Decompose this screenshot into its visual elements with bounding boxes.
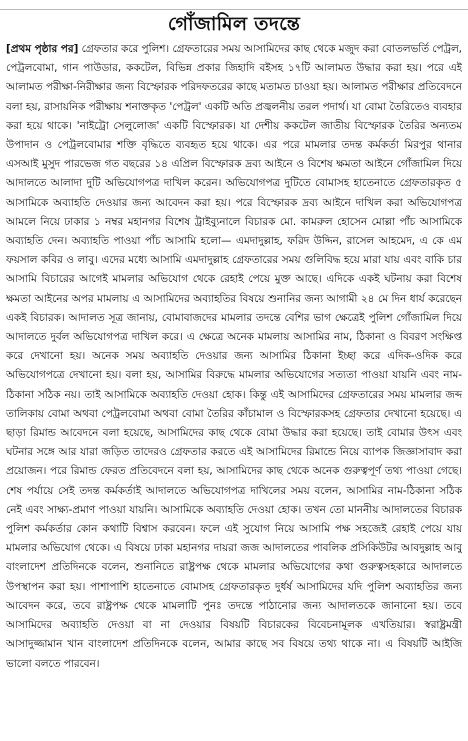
previous-page-strip [0,0,468,10]
article-text: গ্রেফতার করে পুলিশ। গ্রেফতারের সময় আসামিদের কাছ থেকে মজুদ করা বোতলভর্তি পেট্রল, পেট্রলবোমা, গান পাউডার, ককটেল, বিভিন্ন প্রকার জিহাদি বইসহ ১৭টি আলামত উদ্ধার করা হয়। পরে এই আলামত পরীক্ষা-নিরীক্ষার জন্য বিস্ফোরক পরিদফতরের কাছে মতামত চাওয়া হয়। আলামত পরীক্ষার প্রতিবেদনে বলা হয়, রাসায়নিক পরীক্ষায় শনাক্তকৃত 'পেট্রল' একটি অতি প্রজ্বলনীয় তরল পদার্থ। যা বোমা তৈরিতেও ব্যবহার করা হয়ে থাকে। 'নাইট্রো সেলুলোজ' একটি বিস্ফোরক। যা দেশীয় ককটেল জাতীয় বিস্ফোরক তৈরির অন্যতম উপাদান ও পেট্রলবোমার শক্তি বৃদ্ধিতে ব্যবহৃত হয়ে থাকে। এর পরে মামলার তদন্ত কর্মকর্তা মিরপুর থানার এসআই মুসুদ পারভেজ গত বছরের ১৪ এপ্রিল বিস্ফোরক দ্রব্য আইনে ও বিশেষ ক্ষমতা আইনে গোঁজামিল দিয়ে আদালতে আলাদা দুটি অভিযোগপত্র দাখিল করেন। অভিযোগপত্র দুটিতে বোমাসহ হাতেনাতে গ্রেফতারকৃত ৫ আসামিকে অব্যাহতি দেওয়ার জন্য আবেদন করা হয়। পরে বিস্ফোরক দ্রব্য আইনে দাখিল করা অভিযোগপত্র আমলে নিয়ে ঢাকার ১ নম্বর মহানগর বিশেষ ট্রাইব্যুনালে বিচারক মো. কামরুল হোসেন মোল্লা পাঁচ আসামিকে অব্যাহতি দেন। অব্যাহতি পাওয়া পাঁচ আসামি হলো— এমদাদুল্লাহ, ফরিদ উদ্দিন, রাসেল আহমেদ, এ কে এম ফয়সাল কবির ও লাবু। এদের মধ্যে আসামি এমদাদুল্লাহ গ্রেফতারের সময় গুলিবিদ্ধ হয়ে মারা যায় এবং বাকি চার আসামি বিচারের আগেই মামলার অভিযোগ থেকে রেহাই পেয়ে মুক্ত আছে। এদিকে একই ঘটনায় করা বিশেষ ক্ষমতা আইনের অপর মামলায় এ আসামিদের অব্যাহতির বিষয়ে শুনানির জন্য আগামী ২৪ মে দিন ধার্য করেছেন একই বিচারক। আদালত সূত্র জানায়, বোমাবাজদের মামলার তদন্তে বেশির ভাগ ক্ষেত্রেই পুলিশ গোঁজামিল দিয়ে আদালতে দুর্বল অভিযোগপত্র দাখিল করে। এ ক্ষেত্রে অনেক মামলায় আসামির নাম, ঠিকানা ও বিবরণ সংক্ষিপ্ত করে দেখানো হয়। অনেক সময় অব্যাহতি দেওয়ার জন্য আসামির ঠিকানা ইচ্ছা করে এদিক-ওদিক করে অভিযোগপত্রে দেখানো হয়। বলা হয়, আসামির বিরুদ্ধে মামলার অভিযোগের সত্যতা পাওয়া যায়নি এবং নাম-ঠিকানা সঠিক নয়। তাই আসামিকে অব্যাহতি দেওয়া হোক। কিন্তু এই আসামিদের গ্রেফতারের সময় মামলার জব্দ তালিকায় বোমা অথবা পেট্রলবোমা অথবা বোমা তৈরির কাঁচামাল ও বিস্ফোরকসহ গ্রেফতার দেখানো হয়েছে। এ ছাড়া রিমান্ড আবেদনে বলা হয়েছে, আসামিদের কাছ থেকে বোমা উদ্ধার করা হয়েছে। তাই বোমার উৎস এবং ঘটনার সঙ্গে আর যারা জড়িত তাদেরও গ্রেফতার করতে এই আসামিদের রিমান্ডে নিয়ে ব্যাপক জিজ্ঞাসাবাদ করা প্রয়োজন। পরে রিমান্ড ফেরত প্রতিবেদনে বলা হয়, আসামিদের কাছ থেকে অনেক গুরুত্বপূর্ণ তথ্য পাওয়া গেছে। শেষ পর্যায়ে সেই তদন্ত কর্মকর্তাই আদালতে অভিযোগপত্র দাখিলের সময় বলেন, আসামির নাম-ঠিকানা সঠিক নেই এবং সাক্ষ্য-প্রমাণ পাওয়া যায়নি। আসামিকে অব্যাহতি দেওয়া হোক। তখন তো মাননীয় আদালতের বিচারক পুলিশ কর্মকর্তার কোন কথাটি বিশ্বাস করবেন। ফলে এই সুযোগ নিয়ে আসামি পক্ষ সহজেই রেহাই পেয়ে যায় মামলার অভিযোগ থেকে। এ বিষয়ে ঢাকা মহানগর দায়রা জজ আদালতের পাবলিক প্রসিকিউটর আবদুল্লাহ আবু বাংলাদেশ প্রতিদিনকে বলেন, শুনানিতে রাষ্ট্রপক্ষ থেকে মামলার অভিযোগের কথা গুরুত্বসহকারে আদালতে উপস্থাপন করা হয়। পাশাপাশি হাতেনাতে বোমাসহ গ্রেফতারকৃত দুর্ধর্ষ আসামিদের যদি পুলিশ অব্যাহতির জন্য আবেদন করে, তবে রাষ্ট্রপক্ষ থেকে মামলাটি পুনঃ তদন্তে পাঠানোর জন্য আদালতকে জানানো হয়। তবে আসামিদের অব্যাহতি দেওয়া বা না দেওয়ার বিষয়টি বিচারকের বিবেচনামূলক এখতিয়ার। স্বরাষ্ট্রমন্ত্রী আসাদুজ্জামান খান বাংলাদেশ প্রতিদিনকে বলেন, আমার কাছে সব বিষয়ে তথ্য থাকে না। এ বিষয়টি আইজি ভালো বলতে পারবেন। [6,43,462,670]
continued-from-page-marker: [প্রথম পৃষ্ঠার পর] [6,43,79,55]
article-headline: গোঁজামিল তদন্তে [167,13,301,35]
article-body [6,40,462,737]
